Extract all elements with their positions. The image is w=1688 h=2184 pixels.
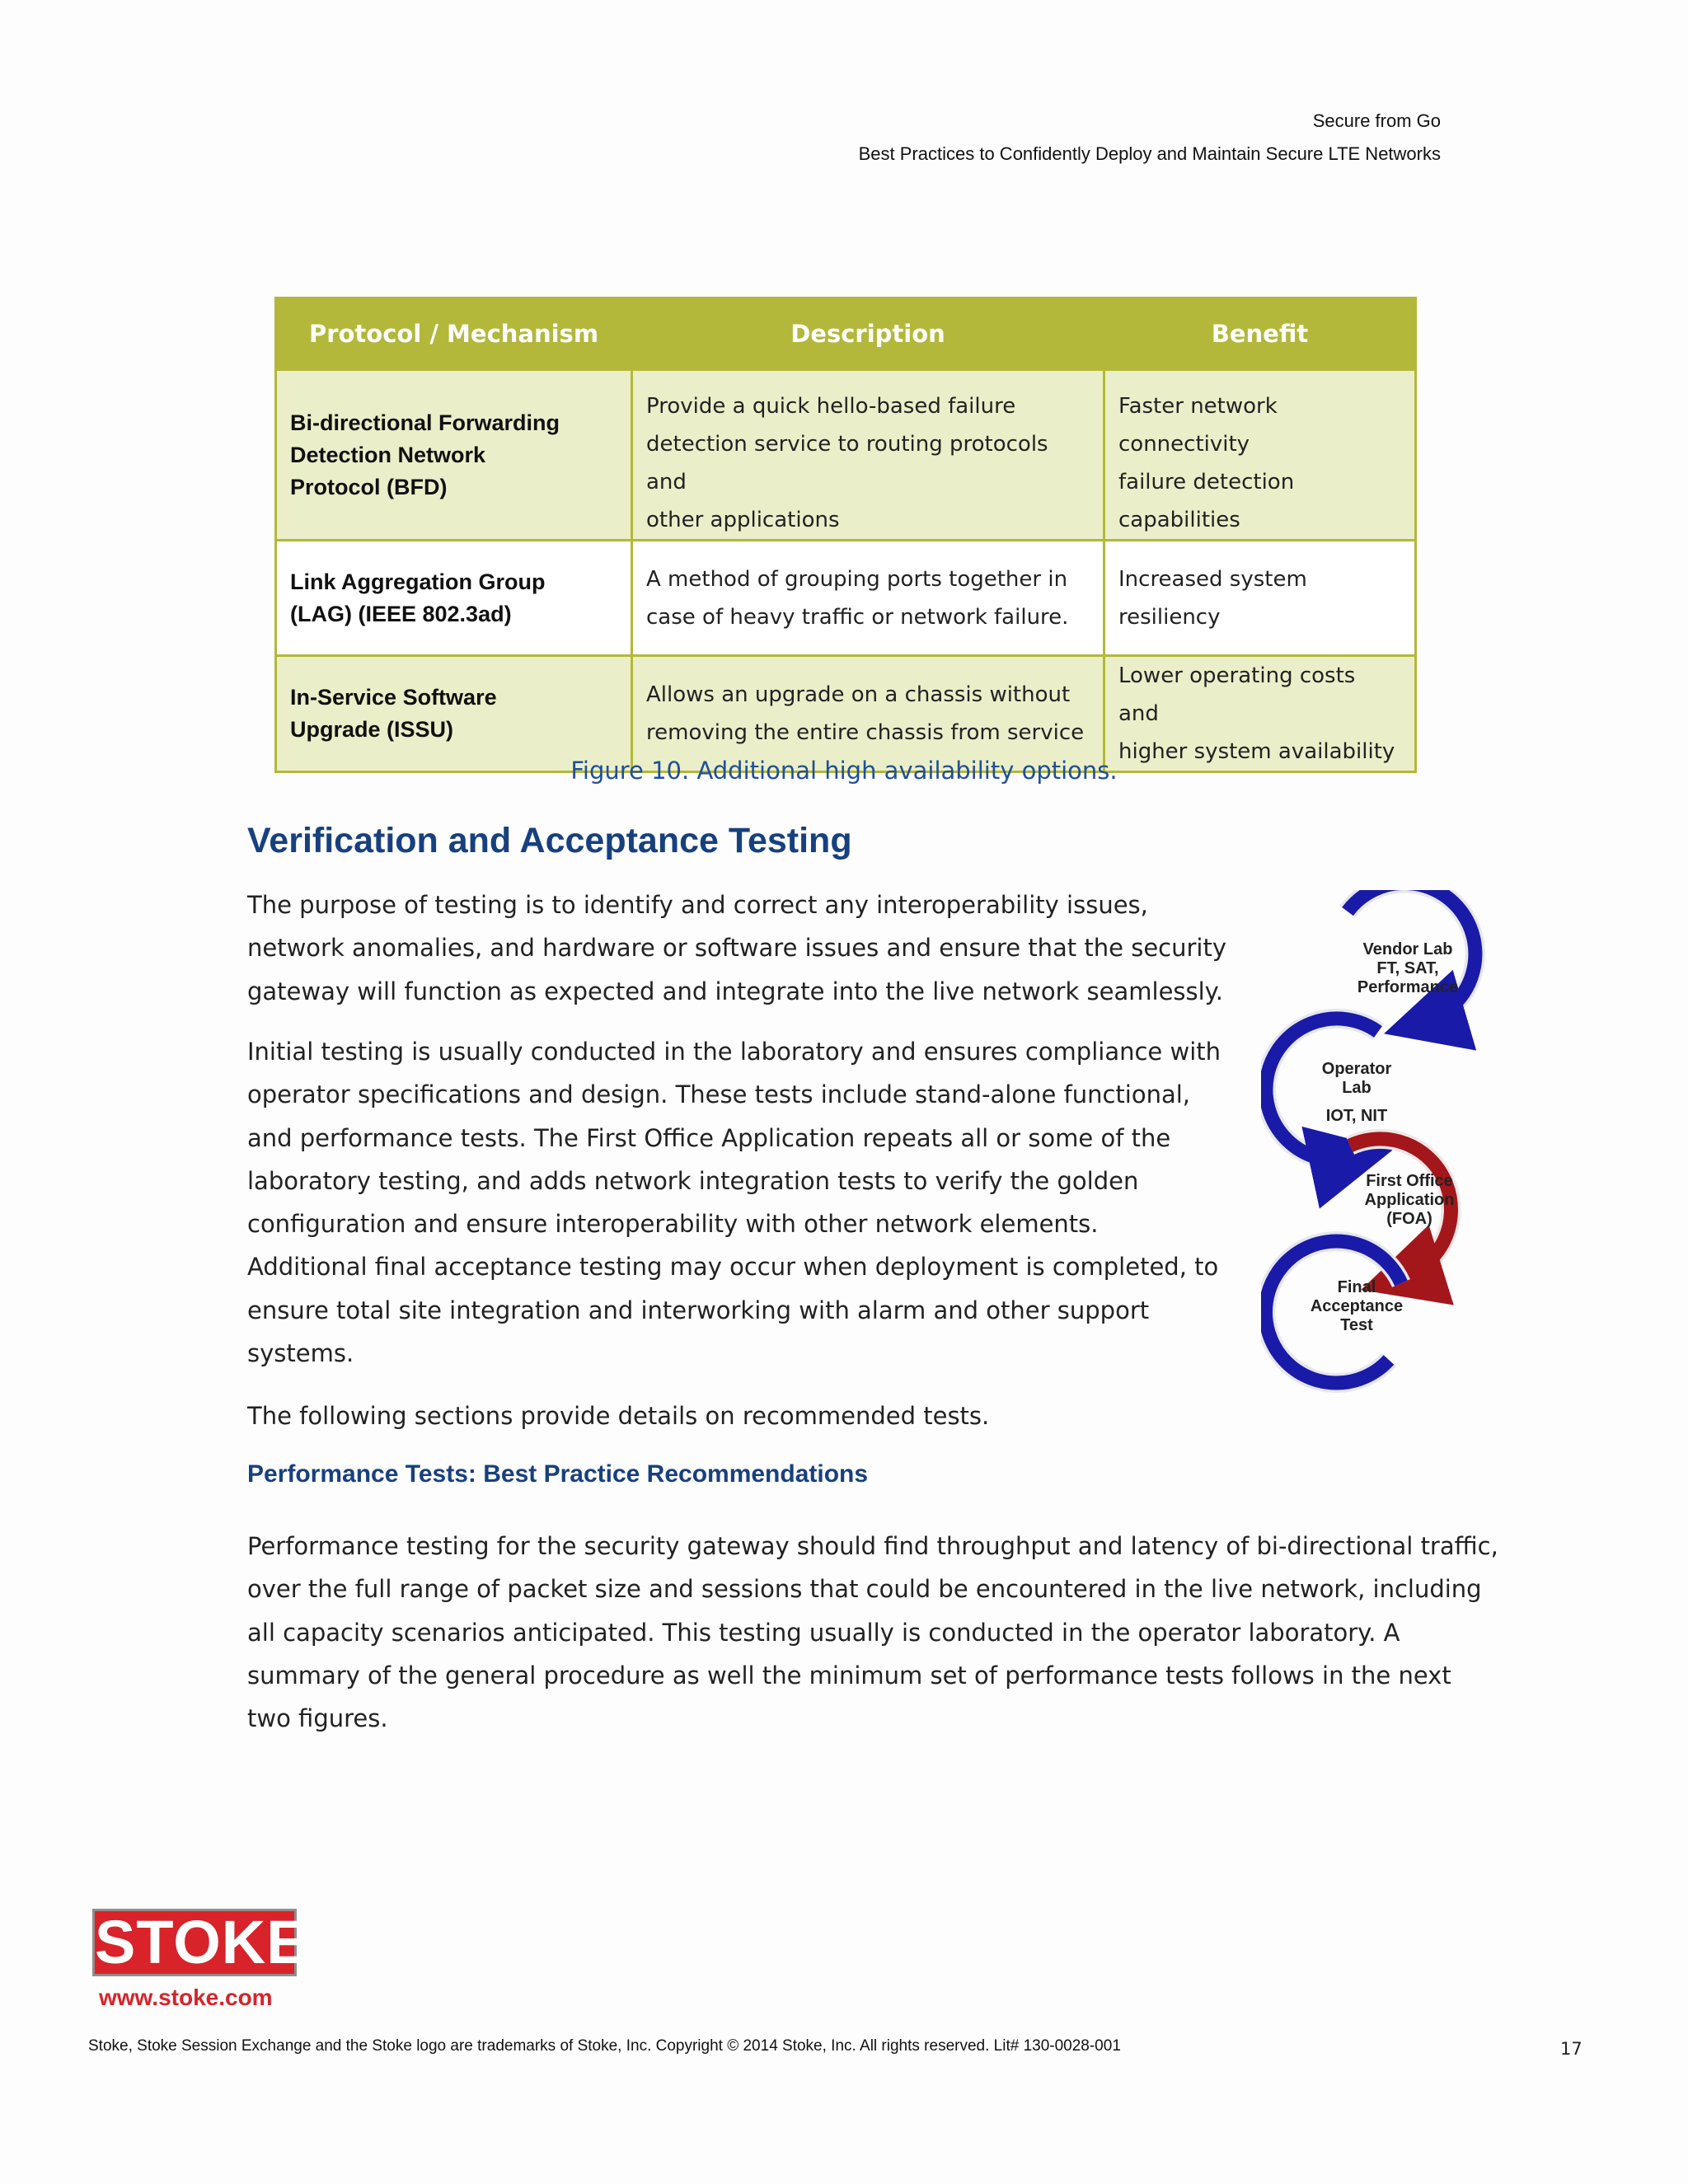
stage2-line2: Lab: [1342, 1079, 1372, 1097]
stage3-line2: Application: [1364, 1191, 1455, 1209]
text-line: and performance tests. The First Office Application repeats all or some of the: [247, 1123, 1171, 1152]
cell-line: Bi-directional Forwarding: [290, 410, 560, 435]
text-line: The purpose of testing is to identify and correct any interoperability issues,: [247, 891, 1148, 919]
cell-line: (LAG) (IEEE 802.3ad): [290, 601, 512, 626]
table-row: [276, 370, 1416, 541]
stage1-line2: FT, SAT,: [1376, 959, 1439, 977]
cell-line: removing the entire chassis from service: [646, 720, 1085, 745]
cell-line: Increased system resiliency: [1118, 566, 1307, 630]
cell-line: Link Aggregation Group: [290, 569, 546, 594]
text-line: gateway will function as expected and integrate into the live network seamlessly.: [247, 977, 1223, 1005]
text-line: summary of the general procedure as well the minimum set of performance tests follows in the next: [247, 1661, 1451, 1690]
cell-line: Upgrade (ISSU): [290, 717, 454, 742]
protocol-cell: [276, 370, 632, 541]
text-line: Performance testing for the security gateway should find throughput and latency of bi-directional traffic,: [247, 1532, 1498, 1560]
text-line: laboratory testing, and adds network integration tests to verify the golden: [247, 1166, 1139, 1195]
text-line: network anomalies, and hardware or software issues and ensure that the security: [247, 934, 1226, 963]
testing-stages-diagram: [1261, 890, 1500, 1393]
stage3-title: First Office: [1366, 1172, 1453, 1190]
stage2-title: Operator: [1321, 1060, 1392, 1078]
column-header-benefit: Benefit: [1104, 298, 1416, 370]
cell-line: In-Service Software: [290, 685, 497, 710]
cell-line: capabilities: [1118, 508, 1240, 532]
stage4-line3: Test: [1340, 1316, 1373, 1334]
text-line: all capacity scenarios anticipated. This testing usually is conducted in the operator laboratory. A: [247, 1618, 1400, 1647]
cell-line: Faster network connectivity: [1118, 394, 1278, 457]
paragraph-purpose: [247, 883, 1226, 1013]
cell-line: case of heavy traffic or network failure.: [646, 604, 1069, 630]
table-row: [276, 541, 1416, 656]
benefit-cell: [1104, 656, 1416, 772]
text-line: Additional final acceptance testing may occur when deployment is completed, to: [247, 1253, 1219, 1282]
page-number: 17: [1560, 2039, 1582, 2059]
stage1-title: Vendor Lab: [1362, 940, 1453, 958]
stoke-logo: STOKE: [92, 1909, 297, 1976]
section-heading: Verification and Acceptance Testing: [247, 821, 852, 860]
text-line: configuration and ensure interoperability with other network elements.: [247, 1210, 1099, 1239]
header-doc-subtitle: Best Practices to Confidently Deploy and Maintain Secure LTE Networks: [858, 143, 1441, 164]
stage4-title: Final: [1337, 1278, 1376, 1296]
description-cell: [632, 370, 1104, 541]
cell-line: Protocol (BFD): [290, 474, 448, 499]
description-cell: [632, 541, 1104, 656]
website-link[interactable]: www.stoke.com: [99, 1985, 273, 2010]
high-availability-table: [274, 297, 1417, 773]
text-line: systems.: [247, 1339, 354, 1368]
figure-caption: Figure 10. Additional high availability options.: [570, 757, 1118, 785]
legal-notice: Stoke, Stoke Session Exchange and the Stoke logo are trademarks of Stoke, Inc. Copyright © 2014 Stoke, Inc. All rights reserved. Lit# 130-0028-001: [88, 2037, 1121, 2055]
cell-line: failure detection: [1118, 470, 1295, 494]
cell-line: other applications: [646, 508, 840, 532]
paragraph-following-sections: The following sections provide details on recommended tests.: [247, 1402, 990, 1430]
cell-line: A method of grouping ports together in: [646, 566, 1068, 592]
benefit-cell: [1104, 541, 1416, 656]
cell-line: Allows an upgrade on a chassis without: [646, 682, 1071, 707]
text-line: over the full range of packet size and sessions that could be encountered in the live network, including: [247, 1575, 1482, 1604]
cell-line: higher system availability: [1118, 739, 1395, 764]
text-line: Initial testing is usually conducted in the laboratory and ensures compliance with: [247, 1038, 1221, 1066]
cell-line: detection service to routing protocols and: [646, 432, 1048, 494]
text-line: ensure total site integration and interworking with alarm and other support: [247, 1296, 1150, 1324]
column-header-protocol: Protocol / Mechanism: [276, 298, 632, 370]
subsection-heading: Performance Tests: Best Practice Recommendations: [247, 1460, 869, 1488]
stage1-line3: Performance: [1357, 978, 1459, 996]
stage4-line2: Acceptance: [1310, 1297, 1404, 1315]
table-row: [276, 656, 1416, 772]
protocol-cell: [276, 656, 632, 772]
cell-line: Lower operating costs and: [1118, 663, 1356, 726]
header-doc-title: Secure from Go: [1312, 110, 1441, 131]
benefit-cell: [1104, 370, 1416, 541]
protocol-cell: [276, 541, 632, 656]
paragraph-performance: [247, 1525, 1498, 1740]
description-cell: [632, 656, 1104, 772]
text-line: operator specifications and design. These tests include stand-alone functional,: [247, 1080, 1191, 1109]
paragraph-initial-testing: [247, 1030, 1221, 1375]
column-header-description: Description: [632, 298, 1104, 370]
stage2-line3: IOT, NIT: [1325, 1107, 1388, 1125]
text-line: two figures.: [247, 1704, 388, 1733]
cell-line: Detection Network: [290, 442, 486, 467]
stage3-line3: (FOA): [1386, 1210, 1432, 1228]
cell-line: Provide a quick hello-based failure: [646, 394, 1016, 419]
